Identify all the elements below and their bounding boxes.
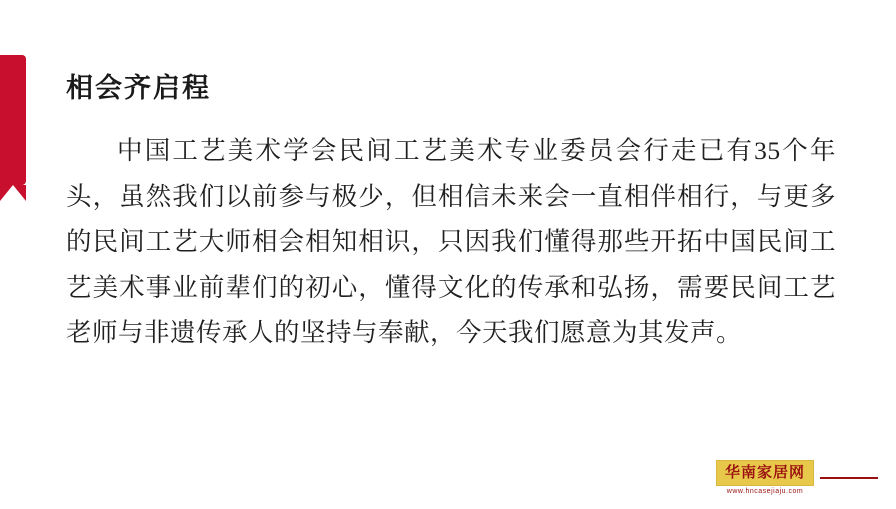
red-accent-bar: [0, 55, 26, 185]
logo-rule-line: [820, 477, 878, 479]
logo-badge-wrap: [716, 460, 814, 495]
page-title: 相会齐启程: [66, 73, 211, 103]
slide-content: [66, 72, 836, 355]
body-paragraph: 中国工艺美术学会民间工艺美术专业委员会行走已有35个年头，虽然我们以前参与极少，但相信未来会一直相伴相行，与更多的民间工艺大师相会相知相识，只因我们懂得那些开拓中国民间工艺美术事业前辈们的初心，懂得文化的传承和弘扬，需要民间工艺老师与非遗传承人的坚持与奉献，今天我们愿意为其发声。: [66, 136, 836, 347]
logo-name: 华南家居网: [716, 460, 814, 486]
logo-url: www.hncasejiaju.com: [726, 488, 804, 495]
watermark-logo: [716, 460, 878, 495]
